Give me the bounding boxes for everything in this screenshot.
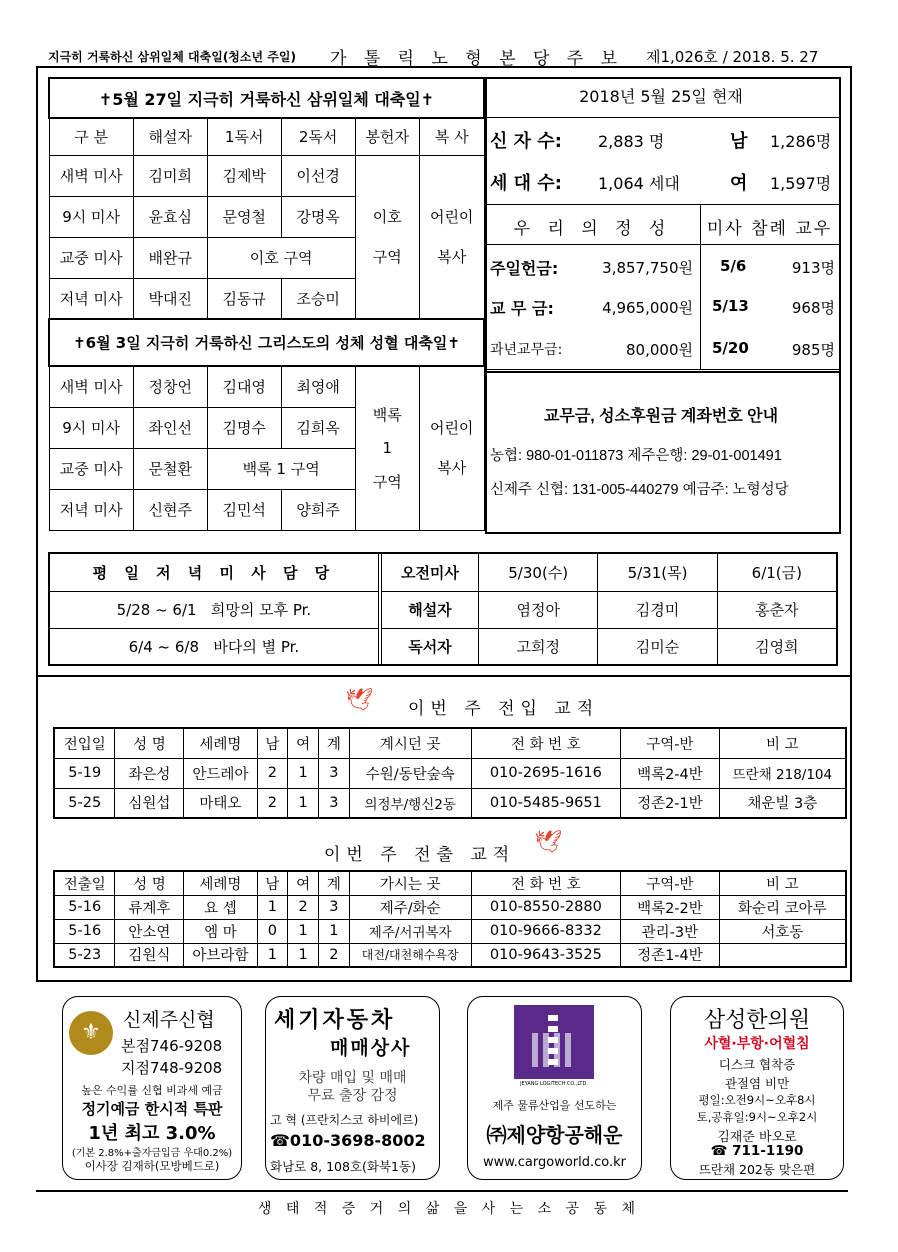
col-header: 남	[257, 871, 288, 895]
issue-number: 제1,026호 / 2018. 5. 27	[646, 48, 819, 66]
cell: 김원식	[115, 943, 184, 967]
col-header: 비 고	[719, 728, 846, 758]
cu-name: 신제주신협	[123, 1009, 215, 1031]
server-group	[419, 155, 484, 319]
male-label: 남	[730, 131, 748, 152]
reader-1: 김제박	[207, 155, 281, 196]
reader-label: 독서자	[381, 628, 478, 665]
cu-tagline: 높은 수익률 신협 비과세 예금	[81, 1084, 223, 1097]
col-header: 구 분	[49, 118, 133, 155]
divider	[700, 204, 701, 369]
commentator-name: 염정아	[479, 591, 598, 628]
past-dues-label: 과년교무금:	[490, 342, 563, 358]
cell: 2	[257, 788, 288, 818]
reader-1: 김대영	[207, 366, 281, 407]
car-name: 세기자동차	[274, 1008, 396, 1033]
col-header: 계	[318, 871, 349, 895]
am-mass-label: 오전미사	[381, 553, 478, 591]
attendance-title: 미사 참례 교우	[706, 219, 833, 239]
cell: 1	[257, 895, 288, 919]
cell: 5-16	[54, 919, 115, 943]
cell: 수원/동탄숲속	[349, 758, 471, 788]
readers-merged: 백록 1 구역	[207, 448, 355, 489]
attendance-count: 985명	[791, 341, 835, 359]
transfer-in-table	[53, 727, 847, 819]
reader-1: 김동규	[207, 278, 281, 319]
mass-label: 교중 미사	[49, 237, 133, 278]
transfer-in-title: 이번 주 전입 교적	[408, 699, 600, 719]
cell: 백록2-4반	[621, 758, 720, 788]
table-row	[54, 919, 846, 943]
attendance-date: 5/13	[712, 297, 749, 315]
server-text: 어린이 복사	[429, 419, 474, 478]
col-header: 봉헌자	[355, 118, 419, 155]
dove-heart-icon: 🕊	[534, 830, 562, 855]
cell: 5-19	[54, 758, 115, 788]
cell: 정존1-4반	[621, 943, 720, 967]
believers-value: 2,883 명	[598, 132, 665, 151]
cell: 2	[288, 895, 319, 919]
reader-2: 조승미	[281, 278, 355, 319]
cell: 마태오	[184, 788, 257, 818]
reader-2: 양희주	[281, 489, 355, 530]
commentator: 문철환	[133, 448, 207, 489]
mass-label: 저녁 미사	[49, 278, 133, 319]
car-service-2: 무료 출장 감정	[307, 1088, 398, 1104]
period: 5/28 ~ 6/1	[116, 601, 197, 619]
commentator: 배완규	[133, 237, 207, 278]
divider	[485, 244, 839, 245]
col-header: 전 화 번 호	[471, 871, 620, 895]
col-header: 구역-반	[621, 871, 720, 895]
ad-logistics[interactable]	[467, 996, 642, 1180]
reader-1: 김명수	[207, 407, 281, 448]
col-header: 여	[288, 871, 319, 895]
offering-line: 구역	[372, 473, 402, 492]
male-value: 1,286명	[770, 132, 832, 151]
cu-branch-phone: 지점748-9208	[121, 1059, 223, 1077]
commentator-name: 홍춘자	[717, 591, 837, 628]
commentator: 정창언	[133, 366, 207, 407]
cell: 5-23	[54, 943, 115, 967]
cell: 0	[257, 919, 288, 943]
day-header: 5/30(수)	[479, 553, 598, 591]
account-line-2: 신제주 신협: 131-005-440279 예금주: 노형성당	[490, 482, 789, 498]
commentator: 좌인선	[133, 407, 207, 448]
table-row	[54, 788, 846, 818]
cell: 3	[318, 758, 349, 788]
col-header: 비 고	[719, 871, 846, 895]
col-header: 성 명	[115, 871, 184, 895]
schedule1-title: ✝5월 27일 지극히 거룩하신 삼위일체 대축일✝	[49, 78, 484, 118]
reader-2: 강명옥	[281, 196, 355, 237]
car-owner: 고 혁 (프란치스코 하비에르)	[270, 1113, 419, 1127]
clinic-hours-1: 평일:오전9시~오후8시	[698, 1093, 816, 1107]
reader-2: 김희옥	[281, 407, 355, 448]
footer-motto: 생 태 적 증 거 의 삶 을 사 는 소 공 동 체	[257, 1201, 641, 1217]
server-text: 어린이 복사	[429, 207, 474, 266]
clinic-phone: ☎ 711-1190	[710, 1143, 804, 1159]
day-header: 6/1(금)	[717, 553, 837, 591]
households-label: 세 대 수:	[490, 173, 562, 194]
cell: 010-2695-1616	[471, 758, 620, 788]
cell: 화순리 코아루	[719, 895, 846, 919]
schedule-table-1	[48, 77, 485, 531]
sunday-value: 3,857,750원	[602, 259, 693, 277]
divider	[485, 204, 839, 205]
col-header: 전입일	[54, 728, 115, 758]
col-header: 세례명	[184, 871, 257, 895]
reader-1: 문영철	[207, 196, 281, 237]
reader-2: 이선경	[281, 155, 355, 196]
schedule2-title: ✝6월 3일 지극히 거룩하신 그리스도의 성체 성혈 대축일✝	[49, 319, 484, 366]
reader-name: 김영희	[717, 628, 837, 665]
cu-chairman: 이사장 김재하(모방베드로)	[84, 1159, 220, 1173]
day-header: 5/31(목)	[598, 553, 717, 591]
cell: 백록2-2반	[621, 895, 720, 919]
logistics-slogan: 제주 물류산업을 선도하는	[492, 1099, 617, 1112]
col-header: 해설자	[133, 118, 207, 155]
cell: 좌은성	[115, 758, 184, 788]
cell: 제주/서귀복자	[349, 919, 471, 943]
cu-rate: 1년 최고 3.0%	[88, 1123, 216, 1144]
table-row	[54, 943, 846, 967]
col-header: 1독서	[207, 118, 281, 155]
cell: 류계후	[115, 895, 184, 919]
cell: 3	[318, 788, 349, 818]
col-header: 여	[288, 728, 319, 758]
clinic-doctor: 김재준 바오로	[717, 1130, 797, 1145]
commentator-label: 해설자	[381, 591, 478, 628]
cell: 서호동	[719, 919, 846, 943]
dues-label: 교 무 금:	[490, 299, 554, 318]
bulletin-title: 가 톨 릭 노 형 본 당 주 보	[330, 49, 624, 69]
stats-date: 2018년 5월 25일 현재	[579, 87, 743, 106]
cell: 1	[318, 919, 349, 943]
col-header: 전 화 번 호	[471, 728, 620, 758]
col-header: 전출일	[54, 871, 115, 895]
clinic-line-1: 디스크 협착증	[718, 1057, 796, 1072]
cell: 제주/화순	[349, 895, 471, 919]
period: 6/4 ~ 6/8	[128, 637, 200, 656]
cell: 1	[288, 943, 319, 967]
female-value: 1,597명	[770, 174, 832, 193]
col-header: 세례명	[184, 728, 257, 758]
col-header: 계	[318, 728, 349, 758]
cell: 2	[318, 943, 349, 967]
ad-clinic[interactable]	[670, 996, 844, 1180]
cell: 뜨란채 218/104	[719, 758, 846, 788]
reader-1: 김민석	[207, 489, 281, 530]
account-title: 교무금, 성소후원금 계좌번호 안내	[543, 408, 779, 425]
commentator-name: 김경미	[598, 591, 717, 628]
commentator: 신현주	[133, 489, 207, 530]
ad-credit-union[interactable]	[62, 996, 242, 1180]
car-phone: ☎010-3698-8002	[270, 1131, 426, 1150]
households-value: 1,064 세대	[598, 174, 680, 193]
col-header: 복 사	[419, 118, 484, 155]
col-header: 2독서	[281, 118, 355, 155]
sunday-label: 주일헌금:	[490, 259, 559, 278]
clinic-location: 뜨란채 202동 맞은편	[698, 1162, 816, 1177]
cell: 5-25	[54, 788, 115, 818]
cell: 의정부/행신2동	[349, 788, 471, 818]
cell: 정존2-1반	[621, 788, 720, 818]
footer-rule	[36, 1190, 848, 1192]
cu-logo-icon: ⚜	[69, 1011, 113, 1055]
attendance-date: 5/20	[712, 339, 749, 357]
col-header: 가시는 곳	[349, 871, 471, 895]
col-header: 남	[257, 728, 288, 758]
clinic-name: 삼성한의원	[703, 1008, 811, 1033]
clinic-services: 사혈·부항·어혈침	[704, 1036, 810, 1052]
cell	[719, 943, 846, 967]
praesidium: 바다의 별 Pr.	[213, 637, 300, 656]
logistics-name: ㈜제양항공해운	[486, 1123, 623, 1147]
commentator: 윤효심	[133, 196, 207, 237]
clinic-line-2: 관절염 비만	[724, 1076, 790, 1091]
mass-label: 9시 미사	[49, 407, 133, 448]
mass-label: 새벽 미사	[49, 155, 133, 196]
cell: 안드레아	[184, 758, 257, 788]
cell: 010-5485-9651	[471, 788, 620, 818]
female-label: 여	[730, 173, 748, 194]
offering-group	[355, 366, 419, 530]
praesidium: 희망의 모후 Pr.	[210, 601, 312, 619]
divider	[485, 117, 839, 118]
logistics-url: www.cargoworld.co.kr	[482, 1155, 627, 1170]
col-header: 구역-반	[621, 728, 720, 758]
attendance-count: 968명	[791, 299, 835, 317]
reader-name: 고희정	[479, 628, 598, 665]
account-line-1: 농협: 980-01-011873 제주은행: 29-01-001491	[490, 448, 782, 464]
cu-promo: 정기예금 한시적 특판	[81, 1100, 223, 1118]
header-feast: 지극히 거룩하신 삼위일체 대축일(청소년 주일)	[48, 50, 296, 64]
mass-label: 교중 미사	[49, 448, 133, 489]
mass-label: 9시 미사	[49, 196, 133, 237]
cu-main-phone: 본점746-9208	[121, 1037, 223, 1055]
clinic-hours-2: 토,공휴일:9시~오후2시	[696, 1110, 818, 1124]
col-header: 계시던 곳	[349, 728, 471, 758]
middle-frame	[36, 540, 852, 675]
attendance-date: 5/6	[720, 257, 747, 275]
cell: 010-8550-2880	[471, 895, 620, 919]
transfer-out-title: 이번 주 전출 교적	[324, 845, 516, 865]
cell: 1	[257, 943, 288, 967]
car-address: 화남로 8, 108호(화북1동)	[270, 1159, 416, 1174]
commentator: 박대진	[133, 278, 207, 319]
server-group	[419, 366, 484, 530]
transfer-out-table	[53, 870, 847, 968]
offering-group	[355, 155, 419, 319]
past-dues-value: 80,000원	[626, 341, 693, 359]
attendance-count: 913명	[791, 259, 835, 277]
offering-title: 우 리 의 정 성	[513, 219, 672, 239]
cell: 1	[288, 919, 319, 943]
logo-bars	[532, 1033, 574, 1067]
cell: 010-9643-3525	[471, 943, 620, 967]
offering-line: 백록	[372, 406, 402, 425]
offering-line: 1	[382, 439, 393, 458]
cell: 5-16	[54, 895, 115, 919]
logistics-logo-text: JEYANG LOGITECH CO.,LTD.	[520, 1081, 588, 1087]
cell: 2	[257, 758, 288, 788]
offering-text: 이호 구역	[372, 207, 402, 266]
dove-heart-icon: 🕊	[345, 688, 373, 713]
col-header: 성 명	[115, 728, 184, 758]
weekday-title: 평 일 저 녁 미 사 담 당	[49, 553, 378, 591]
cell: 1	[288, 758, 319, 788]
believers-label: 신 자 수:	[490, 131, 562, 152]
reader-2: 최영애	[281, 366, 355, 407]
logistics-logo-icon	[514, 1005, 594, 1079]
car-service-1: 차량 매입 및 매매	[298, 1070, 407, 1086]
reader-name: 김미순	[598, 628, 717, 665]
cell: 아브라함	[184, 943, 257, 967]
readers-merged: 이호 구역	[207, 237, 355, 278]
cell: 요 셉	[184, 895, 257, 919]
cu-rate-detail: (기본 2.8%+출자금입금 우대0.2%)	[71, 1148, 233, 1159]
mass-label: 저녁 미사	[49, 489, 133, 530]
cell: 3	[318, 895, 349, 919]
car-sub: 매매상사	[330, 1037, 412, 1059]
ad-car-dealer[interactable]	[265, 996, 440, 1180]
table-row	[54, 895, 846, 919]
cell: 관리-3반	[621, 919, 720, 943]
cell: 010-9666-8332	[471, 919, 620, 943]
cell: 1	[288, 788, 319, 818]
cell: 엠 마	[184, 919, 257, 943]
table-row	[54, 758, 846, 788]
cell: 대전/대천해수욕장	[349, 943, 471, 967]
mass-label: 새벽 미사	[49, 366, 133, 407]
cell: 심원섭	[115, 788, 184, 818]
cell: 안소연	[115, 919, 184, 943]
dues-value: 4,965,000원	[602, 299, 693, 317]
commentator: 김미희	[133, 155, 207, 196]
cell: 채운빌 3층	[719, 788, 846, 818]
